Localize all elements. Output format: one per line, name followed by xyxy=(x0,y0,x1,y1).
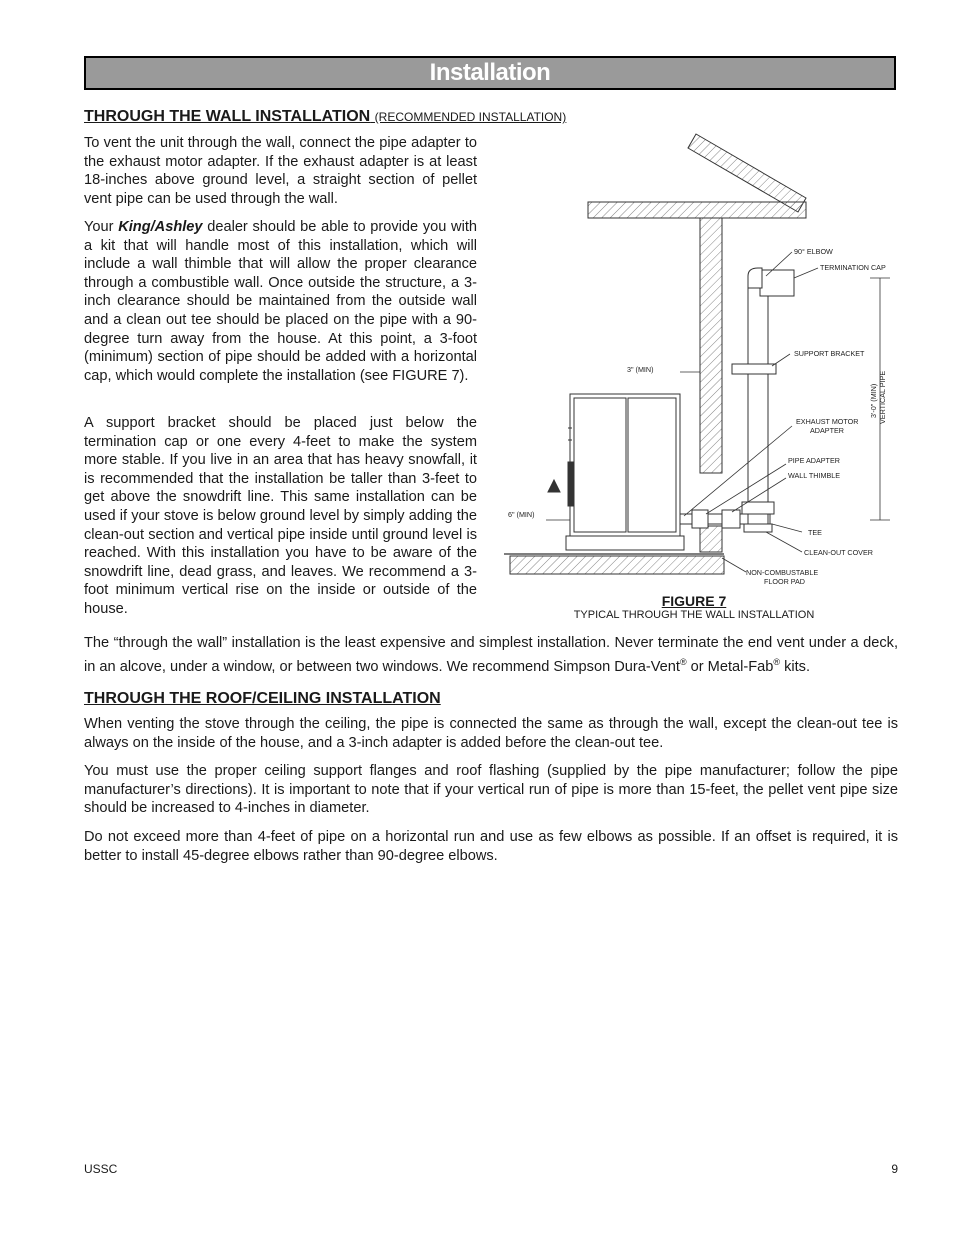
para4-c: kits. xyxy=(780,658,811,675)
label-cap: TERMINATION CAP xyxy=(820,263,886,272)
label-vertical-1: 3'-0" (MIN) xyxy=(869,383,878,418)
figure-caption: TYPICAL THROUGH THE WALL INSTALLATION xyxy=(573,609,815,621)
paragraph-support: A support bracket should be placed just below the termination cap or one every 4-feet to make the system more stable. If you live in an area that has heavy snowfall, it is recommended that the installation be taller than 3-feet to get above the snowdrift line. This same installation can be used if your stove is below ground level by simply adding the clean-out section and vertical pipe inside until ground level is reached. With this installation you have to be aware of the snowdrift line, dead grass, and leaves. We recommend a 3-foot minimum vertical rise on the inside or outside of the house. xyxy=(84,415,477,617)
footer-company: USSC xyxy=(84,1162,118,1176)
label-tee: TEE xyxy=(808,528,822,537)
exterior-wall-lower xyxy=(700,526,722,552)
label-6in-min: 6" (MIN) xyxy=(508,510,535,519)
para4-b: or Metal-Fab xyxy=(686,658,774,675)
label-pipe-adapter: PIPE ADAPTER xyxy=(788,456,840,465)
paragraph-intro: To vent the unit through the wall, connect the pipe adapter to the exhaust motor adapter. If the exhaust adapter is at least 18-inches above ground level, a straight section of pellet vent pipe can be used through the wall. xyxy=(84,135,477,207)
label-vertical-2: VERTICAL PIPE xyxy=(878,370,887,424)
ceiling-slab xyxy=(588,202,806,218)
exterior-wall xyxy=(700,218,722,473)
label-elbow: 90° ELBOW xyxy=(794,247,833,256)
label-exhaust-1: EXHAUST MOTOR xyxy=(796,417,859,426)
para4-a: The “through the wall” installation is the least expensive and simplest installation. Never terminate the end vent under a deck, in an alcove, under a window, or between two windows. We recommend Simpson Dura-Vent xyxy=(84,635,898,675)
brand-name: King/Ashley xyxy=(118,219,203,235)
registered-mark-1: ® xyxy=(679,656,687,667)
section-heading-roof: THROUGH THE ROOF/CEILING INSTALLATION xyxy=(84,690,441,707)
registered-mark-2: ® xyxy=(773,656,781,667)
label-wall-thimble: WALL THIMBLE xyxy=(788,471,841,480)
section-banner xyxy=(84,56,896,90)
heading-text: THROUGH THE WALL INSTALLATION xyxy=(84,108,371,125)
dealer-prefix: Your xyxy=(84,219,119,235)
pellet-stove xyxy=(548,394,684,550)
label-3in-min: 3" (MIN) xyxy=(627,365,654,374)
heading-note: (RECOMMENDED INSTALLATION) xyxy=(374,110,567,124)
paragraph-ceiling: When venting the stove through the ceiling, the pipe is connected the same as through the wall, except the clean-out tee is always on the inside of the house, and a 3-inch adapter is added before the clean-out tee. xyxy=(84,716,898,751)
label-cleanout: CLEAN-OUT COVER xyxy=(804,548,873,557)
label-bracket: SUPPORT BRACKET xyxy=(794,349,865,358)
label-exhaust-2: ADAPTER xyxy=(810,426,844,435)
page-title: Installation xyxy=(429,59,551,86)
figure-title: FIGURE 7 xyxy=(661,593,727,609)
label-pad-1: NON-COMBUSTABLE xyxy=(746,568,819,577)
roof-slab xyxy=(688,134,806,212)
vent-pipe xyxy=(680,268,794,532)
paragraph-least-expensive xyxy=(84,634,898,676)
paragraph-horizontal-run: Do not exceed more than 4-feet of pipe on a horizontal run and use as few elbows as possible. If an offset is required, it is better to install 45-degree elbows rather than 90-degree elbows. xyxy=(84,829,898,864)
figure-7-diagram xyxy=(496,128,896,628)
section-heading-wall xyxy=(84,108,566,126)
page-number: 9 xyxy=(891,1162,898,1176)
floor-slab xyxy=(510,556,724,574)
paragraph-dealer xyxy=(84,218,477,385)
dealer-rest: dealer should be able to provide you with a kit that will handle most of this installation, which will include a wall thimble that will allow the proper clearance through a combustible wall. Once outside the structure, a 3-inch clearance should be maintained from the outside wall and a clean out tee should be placed on the pipe with a 90-degree turn away from the house. At this point, a 3-foot (minimum) section of pipe should be added with a horizontal cap, which would complete the installation (see FIGURE 7). xyxy=(84,219,477,384)
paragraph-flanges: You must use the proper ceiling support flanges and roof flashing (supplied by the pipe manufacturer; follow the pipe manufacturer’s directions). It is important to note that if your vertical run of pipe is more than 15-feet, the pellet vent pipe size should be increased to 4-inches in diameter. xyxy=(84,763,898,817)
label-pad-2: FLOOR PAD xyxy=(764,577,806,586)
